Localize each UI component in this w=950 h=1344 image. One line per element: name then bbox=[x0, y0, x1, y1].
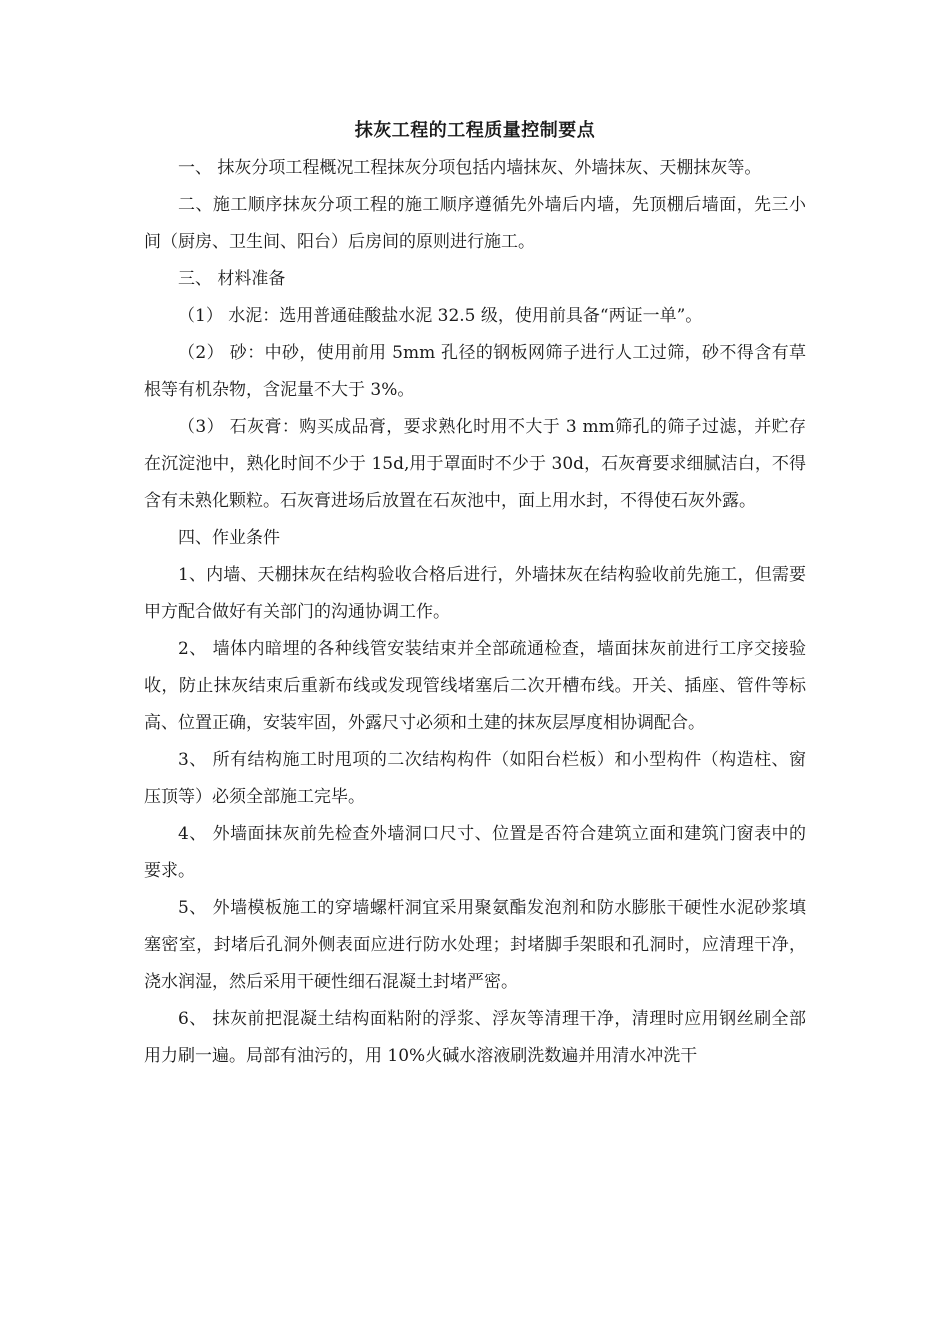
document-title: 抹灰工程的工程质量控制要点 bbox=[354, 120, 596, 141]
paragraph-condition-2: 2、 墙体内暗埋的各种线管安装结束并全部疏通检查，墙面抹灰前进行工序交接验收，防止抹灰结束后重新布线或发现管线堵塞后二次开槽布线。开关、插座、管件等标高、位置正确，安装牢固，外露尺寸必须和土建的抹灰层厚度相协调配合。 bbox=[144, 639, 806, 733]
document-body bbox=[144, 150, 806, 1075]
paragraph-condition-6: 6、 抹灰前把混凝土结构面粘附的浮浆、浮灰等清理干净，清理时应用钢丝刷全部用力刷一遍。局部有油污的，用 10%火碱水溶液刷洗数遍并用清水冲洗干 bbox=[144, 1009, 806, 1066]
paragraph-condition-3: 3、 所有结构施工时甩项的二次结构构件（如阳台栏板）和小型构件（构造柱、窗压顶等）必须全部施工完毕。 bbox=[144, 750, 806, 807]
paragraph-material-cement: （1） 水泥：选用普通硅酸盐水泥 32.5 级，使用前具备“两证一单”。 bbox=[178, 306, 703, 326]
paragraph-condition-4: 4、 外墙面抹灰前先检查外墙洞口尺寸、位置是否符合建筑立面和建筑门窗表中的要求。 bbox=[144, 824, 806, 881]
paragraph-material-lime-putty: （3） 石灰膏：购买成品膏，要求熟化时用不大于 3 mm筛孔的筛子过滤，并贮存在沉淀池中，熟化时间不少于 15d,用于罩面时不少于 30d，石灰膏要求细腻洁白，不得含有未熟化颗粒。石灰膏进场后放置在石灰池中，面上用水封，不得使石灰外露。 bbox=[144, 417, 806, 511]
paragraph-conditions-heading: 四、作业条件 bbox=[178, 528, 280, 548]
paragraph-overview: 一、 抹灰分项工程概况工程抹灰分项包括内墙抹灰、外墙抹灰、天棚抹灰等。 bbox=[178, 158, 762, 178]
paragraph-construction-sequence: 二、施工顺序抹灰分项工程的施工顺序遵循先外墙后内墙，先顶棚后墙面，先三小间（厨房、卫生间、阳台）后房间的原则进行施工。 bbox=[144, 195, 806, 252]
paragraph-condition-1: 1、内墙、天棚抹灰在结构验收合格后进行，外墙抹灰在结构验收前先施工，但需要甲方配合做好有关部门的沟通协调工作。 bbox=[144, 565, 806, 622]
paragraph-condition-5: 5、 外墙模板施工的穿墙螺杆洞宜采用聚氨酯发泡剂和防水膨胀干硬性水泥砂浆填塞密室，封堵后孔洞外侧表面应进行防水处理；封堵脚手架眼和孔洞时，应清理干净，浇水润湿，然后采用干硬性细石混凝土封堵严密。 bbox=[144, 898, 806, 992]
paragraph-material-sand: （2） 砂：中砂，使用前用 5mm 孔径的钢板网筛子进行人工过筛，砂不得含有草根等有机杂物，含泥量不大于 3%。 bbox=[144, 343, 806, 400]
paragraph-material-heading: 三、 材料准备 bbox=[178, 269, 286, 289]
